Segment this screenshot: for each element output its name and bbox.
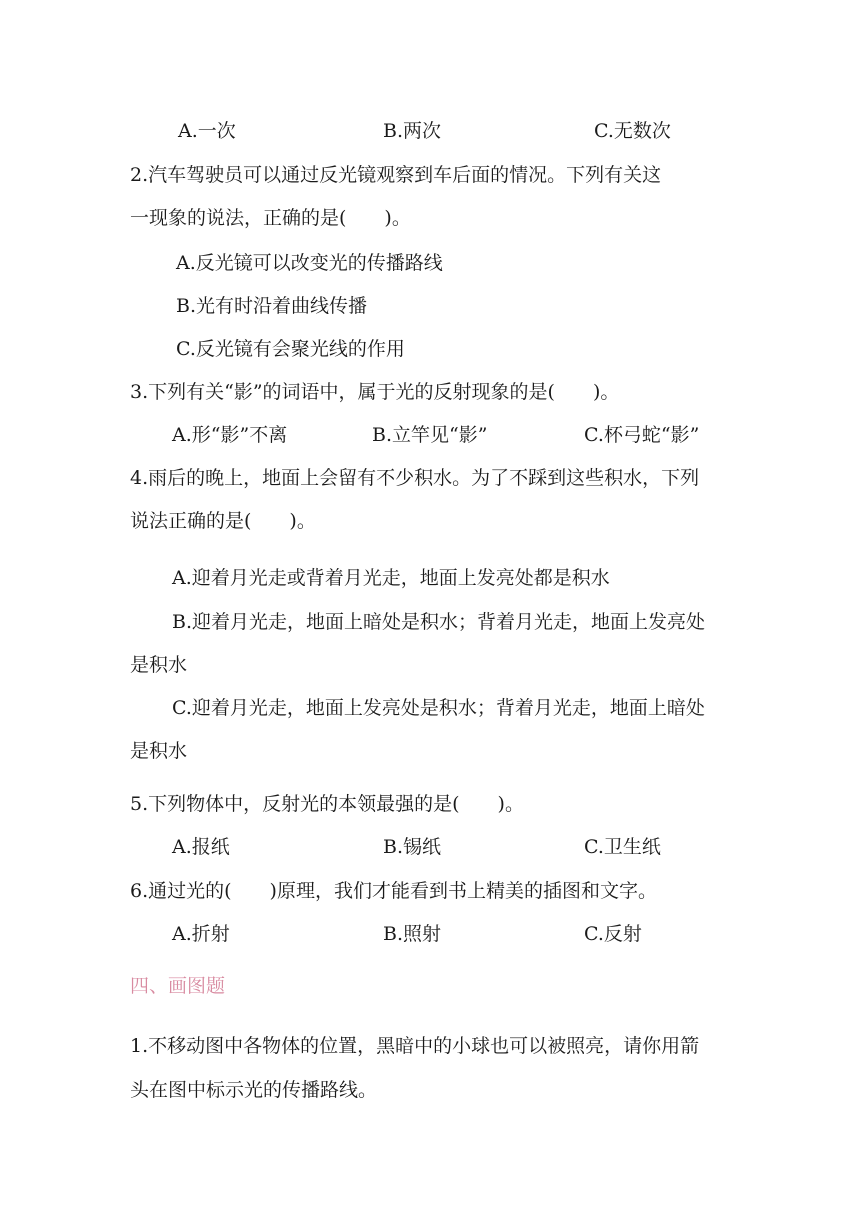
q1-option-a: A.一次: [178, 120, 236, 142]
q6-stem: 6.通过光的( )原理，我们才能看到书上精美的插图和文字。: [130, 880, 657, 902]
q4-stem-line2: 说法正确的是( )。: [130, 510, 316, 532]
q4-option-c-line1: C.迎着月光走，地面上发亮处是积水；背着月光走，地面上暗处: [172, 697, 705, 719]
q4-option-b-line1: B.迎着月光走，地面上暗处是积水；背着月光走，地面上发亮处: [172, 611, 706, 633]
q5-stem: 5.下列物体中，反射光的本领最强的是( )。: [130, 793, 524, 815]
q3-option-b: B.立竿见“影”: [372, 424, 488, 446]
q5-option-b: B.锡纸: [383, 836, 442, 858]
section-heading-drawing: 四、画图题: [130, 975, 226, 997]
q5-option-c: C.卫生纸: [584, 836, 661, 858]
q5-option-a: A.报纸: [172, 836, 230, 858]
q3-stem: 3.下列有关“影”的词语中，属于光的反射现象的是( )。: [130, 381, 620, 403]
q2-stem-line2: 一现象的说法，正确的是( )。: [130, 207, 411, 229]
q3-option-c: C.杯弓蛇“影”: [584, 424, 700, 446]
q6-option-c: C.反射: [584, 923, 642, 945]
q4-option-a: A.迎着月光走或背着月光走，地面上发亮处都是积水: [172, 567, 610, 589]
q2-option-b: B.光有时沿着曲线传播: [176, 295, 368, 317]
q2-option-a: A.反光镜可以改变光的传播路线: [176, 252, 443, 274]
q2-option-c: C.反光镜有会聚光线的作用: [176, 338, 405, 360]
q1-option-b: B.两次: [383, 120, 442, 142]
q6-option-b: B.照射: [383, 923, 442, 945]
s4-q1-line2: 头在图中标示光的传播路线。: [130, 1079, 378, 1101]
q4-stem-line1: 4.雨后的晚上，地面上会留有不少积水。为了不踩到这些积水，下列: [130, 467, 700, 489]
q3-option-a: A.形“影”不离: [172, 424, 288, 446]
q4-option-b-line2: 是积水: [130, 654, 188, 676]
q6-option-a: A.折射: [172, 923, 230, 945]
q1-option-c: C.无数次: [594, 120, 671, 142]
s4-q1-line1: 1.不移动图中各物体的位置，黑暗中的小球也可以被照亮，请你用箭: [130, 1035, 700, 1057]
q4-option-c-line2: 是积水: [130, 740, 188, 762]
q2-stem-line1: 2.汽车驾驶员可以通过反光镜观察到车后面的情况。下列有关这: [130, 164, 662, 186]
